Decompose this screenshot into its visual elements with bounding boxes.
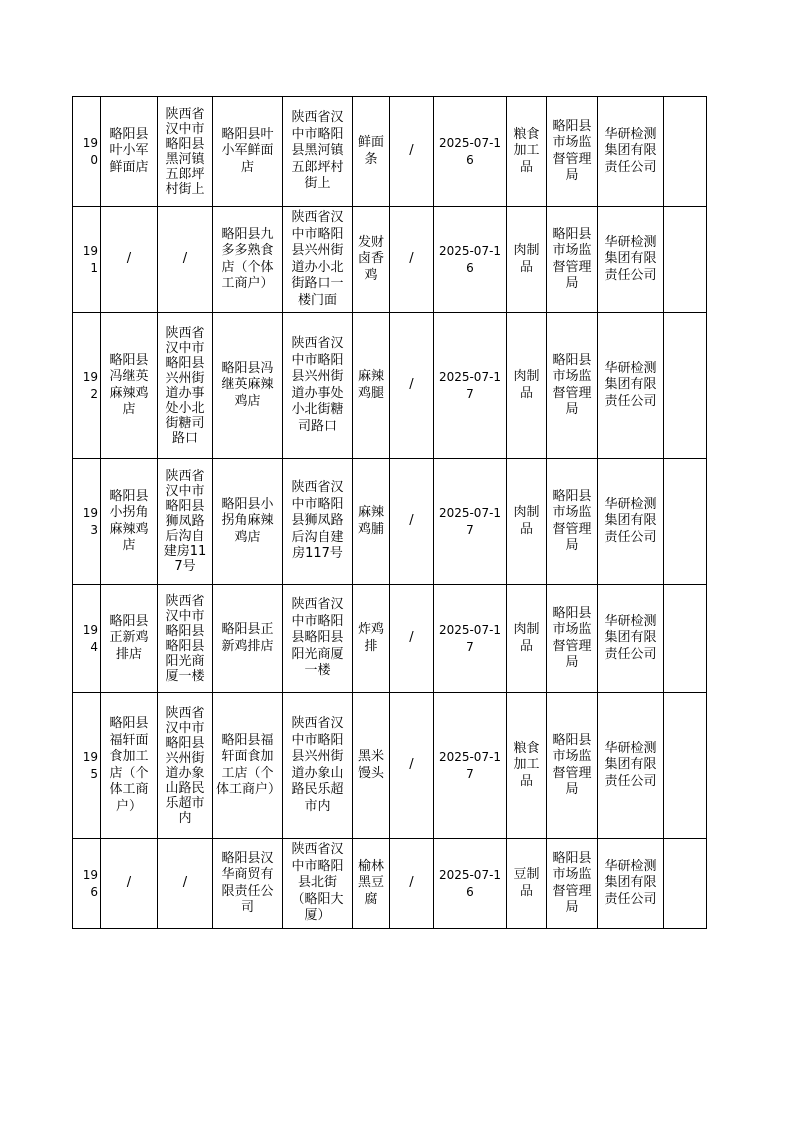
product-name: 麻辣鸡腿 <box>353 313 390 459</box>
production-date: 2025-07-16 <box>434 207 507 313</box>
producer-address: 陕西省汉中市略阳县兴州街道办象山路民乐超市内 <box>158 693 213 839</box>
seller-address: 陕西省汉中市略阳县兴州街道办事处小北街糖司路口 <box>283 313 353 459</box>
producer-address: 陕西省汉中市略阳县黑河镇五郎坪村街上 <box>158 97 213 207</box>
food-category: 粮食加工品 <box>507 97 547 207</box>
testing-lab: 华研检测集团有限责任公司 <box>598 207 664 313</box>
food-category: 肉制品 <box>507 459 547 585</box>
producer-name: / <box>101 207 158 313</box>
seller-name: 略阳县九多多熟食店（个体工商户） <box>213 207 283 313</box>
seller-address: 陕西省汉中市略阳县狮凤路后沟自建房117号 <box>283 459 353 585</box>
task-authority: 略阳县市场监督管理局 <box>547 97 598 207</box>
product-name: 麻辣鸡脯 <box>353 459 390 585</box>
remark <box>664 585 707 693</box>
testing-lab: 华研检测集团有限责任公司 <box>598 693 664 839</box>
producer-address: / <box>158 207 213 313</box>
product-name: 榆林黑豆腐 <box>353 839 390 929</box>
remark <box>664 693 707 839</box>
row-number: 192 <box>73 313 101 459</box>
remark <box>664 839 707 929</box>
food-category: 粮食加工品 <box>507 693 547 839</box>
producer-address: / <box>158 839 213 929</box>
table-row <box>73 459 707 585</box>
testing-lab: 华研检测集团有限责任公司 <box>598 459 664 585</box>
seller-name: 略阳县冯继英麻辣鸡店 <box>213 313 283 459</box>
seller-address: 陕西省汉中市略阳县兴州街道办象山路民乐超市内 <box>283 693 353 839</box>
specification: / <box>390 585 434 693</box>
food-category: 肉制品 <box>507 207 547 313</box>
producer-address: 陕西省汉中市略阳县略阳县阳光商厦一楼 <box>158 585 213 693</box>
production-date: 2025-07-17 <box>434 459 507 585</box>
remark <box>664 459 707 585</box>
row-number: 194 <box>73 585 101 693</box>
testing-lab: 华研检测集团有限责任公司 <box>598 313 664 459</box>
food-category: 肉制品 <box>507 313 547 459</box>
specification: / <box>390 839 434 929</box>
inspection-table <box>72 96 707 929</box>
production-date: 2025-07-17 <box>434 693 507 839</box>
product-name: 炸鸡排 <box>353 585 390 693</box>
testing-lab: 华研检测集团有限责任公司 <box>598 585 664 693</box>
task-authority: 略阳县市场监督管理局 <box>547 839 598 929</box>
table-row <box>73 313 707 459</box>
seller-name: 略阳县正新鸡排店 <box>213 585 283 693</box>
seller-address: 陕西省汉中市略阳县北街（略阳大厦） <box>283 839 353 929</box>
specification: / <box>390 97 434 207</box>
seller-name: 略阳县小拐角麻辣鸡店 <box>213 459 283 585</box>
testing-lab: 华研检测集团有限责任公司 <box>598 839 664 929</box>
task-authority: 略阳县市场监督管理局 <box>547 585 598 693</box>
production-date: 2025-07-16 <box>434 97 507 207</box>
product-name: 鲜面条 <box>353 97 390 207</box>
product-name: 发财卤香鸡 <box>353 207 390 313</box>
table-row <box>73 585 707 693</box>
producer-name: 略阳县叶小军鲜面店 <box>101 97 158 207</box>
seller-address: 陕西省汉中市略阳县兴州街道办小北街路口一楼门面 <box>283 207 353 313</box>
specification: / <box>390 459 434 585</box>
seller-address: 陕西省汉中市略阳县略阳县阳光商厦一楼 <box>283 585 353 693</box>
task-authority: 略阳县市场监督管理局 <box>547 459 598 585</box>
table-row <box>73 839 707 929</box>
remark <box>664 207 707 313</box>
producer-name: / <box>101 839 158 929</box>
table-row <box>73 97 707 207</box>
specification: / <box>390 693 434 839</box>
seller-name: 略阳县福轩面食加工店（个体工商户） <box>213 693 283 839</box>
task-authority: 略阳县市场监督管理局 <box>547 693 598 839</box>
producer-address: 陕西省汉中市略阳县兴州街道办事处小北街糖司路口 <box>158 313 213 459</box>
testing-lab: 华研检测集团有限责任公司 <box>598 97 664 207</box>
food-category: 豆制品 <box>507 839 547 929</box>
specification: / <box>390 313 434 459</box>
seller-address: 陕西省汉中市略阳县黑河镇五郎坪村街上 <box>283 97 353 207</box>
producer-name: 略阳县小拐角麻辣鸡店 <box>101 459 158 585</box>
production-date: 2025-07-17 <box>434 585 507 693</box>
production-date: 2025-07-16 <box>434 839 507 929</box>
table-row <box>73 693 707 839</box>
row-number: 195 <box>73 693 101 839</box>
production-date: 2025-07-17 <box>434 313 507 459</box>
producer-name: 略阳县正新鸡排店 <box>101 585 158 693</box>
seller-name: 略阳县汉华商贸有限责任公司 <box>213 839 283 929</box>
seller-name: 略阳县叶小军鲜面店 <box>213 97 283 207</box>
task-authority: 略阳县市场监督管理局 <box>547 207 598 313</box>
task-authority: 略阳县市场监督管理局 <box>547 313 598 459</box>
producer-name: 略阳县冯继英麻辣鸡店 <box>101 313 158 459</box>
remark <box>664 313 707 459</box>
producer-name: 略阳县福轩面食加工店（个体工商户） <box>101 693 158 839</box>
producer-address: 陕西省汉中市略阳县狮凤路后沟自建房117号 <box>158 459 213 585</box>
product-name: 黑米馒头 <box>353 693 390 839</box>
row-number: 193 <box>73 459 101 585</box>
row-number: 191 <box>73 207 101 313</box>
remark <box>664 97 707 207</box>
row-number: 190 <box>73 97 101 207</box>
specification: / <box>390 207 434 313</box>
row-number: 196 <box>73 839 101 929</box>
table-row <box>73 207 707 313</box>
food-category: 肉制品 <box>507 585 547 693</box>
